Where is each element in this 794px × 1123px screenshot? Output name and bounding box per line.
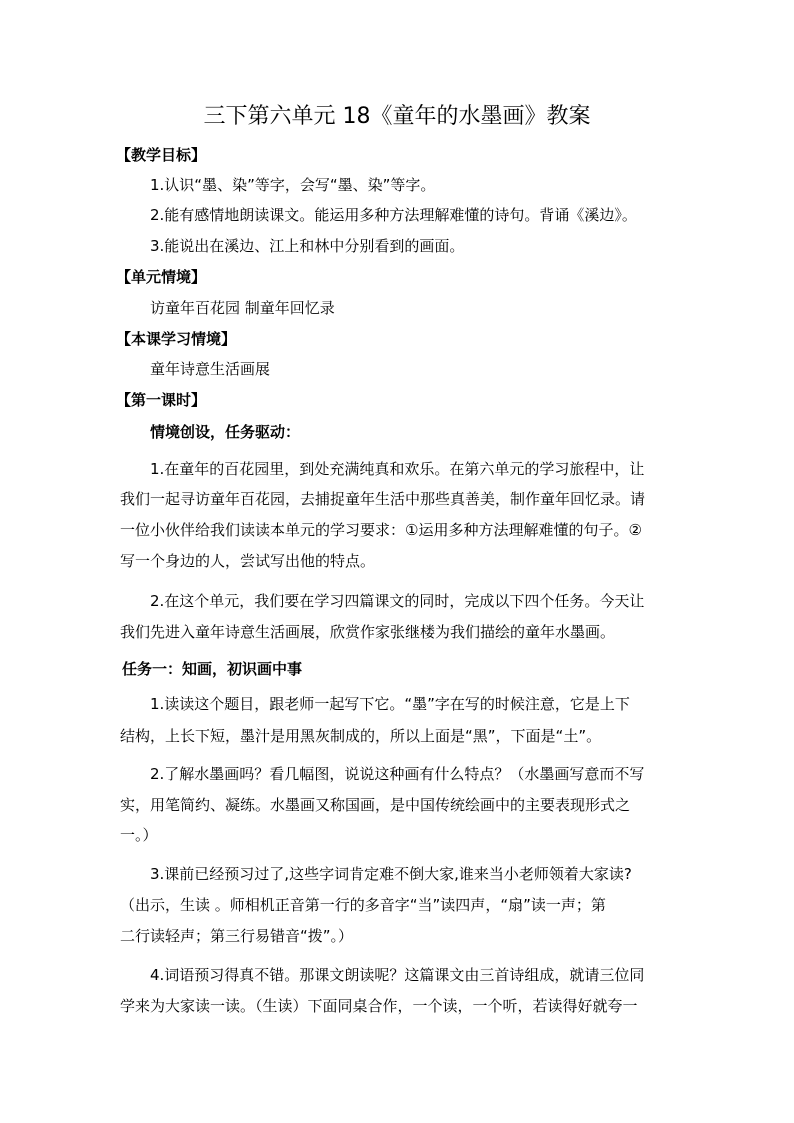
paragraph-line: 3.课前已经预习过了,这些字词肯定难不倒大家,谁来当小老师领着大家读?: [150, 865, 632, 883]
goal-item: 1.认识“墨、染”等字，会写“墨、染”等字。: [150, 176, 436, 194]
paragraph-line: 写一个身边的人，尝试写出他的特点。: [120, 552, 376, 570]
paragraph-line: 1.读读这个题目，跟老师一起写下它。“墨”字在写的时候注意，它是上下: [150, 695, 630, 713]
goal-item: 3.能说出在溪边、江上和林中分别看到的画面。: [150, 237, 465, 255]
paragraph-line: 我们一起寻访童年百花园，去捕捉童年生活中那些真善美，制作童年回忆录。请: [120, 490, 646, 508]
unit-context-header: 【单元情境】: [116, 268, 207, 286]
lesson-context-text: 童年诗意生活画展: [150, 360, 271, 378]
task1-heading: 任务一：知画，初识画中事: [122, 660, 303, 678]
paragraph-line: 1.在童年的百花园里，到处充满纯真和欢乐。在第六单元的学习旅程中，让: [150, 460, 645, 478]
paragraph-line: 2.了解水墨画吗？看几幅图，说说这种画有什么特点？（水墨画写意而不写: [150, 765, 645, 783]
page-title: 三下第六单元 18《童年的水墨画》教案: [203, 104, 591, 129]
goal-item: 2.能有感情地朗读课文。能运用多种方法理解难懂的诗句。背诵《溪边》。: [150, 206, 637, 224]
paragraph-line: 2.在这个单元，我们要在学习四篇课文的同时，完成以下四个任务。今天让: [150, 592, 645, 610]
first-lesson-header: 【第一课时】: [116, 391, 207, 409]
goals-header: 【教学目标】: [116, 146, 207, 164]
paragraph-line: 4.词语预习得真不错。那课文朗读呢？这篇课文由三首诗组成，就请三位同: [150, 966, 645, 984]
paragraph-line: 实，用笔简约、凝练。水墨画又称国画，是中国传统绘画中的主要表现形式之: [120, 796, 631, 814]
paragraph-line: 二行读轻声；第三行易错音“拨”。）: [120, 927, 354, 945]
paragraph-line: 一位小伙伴给我们读读本单元的学习要求：①运用多种方法理解难懂的句子。②: [120, 521, 642, 539]
paragraph-line: 学来为大家读一读。（生读）下面同桌合作，一个读，一个听，若读得好就夸一: [120, 997, 638, 1015]
unit-context-text: 访童年百花园 制童年回忆录: [150, 299, 335, 317]
lesson-context-header: 【本课学习情境】: [116, 330, 237, 348]
intro-heading: 情境创设，任务驱动：: [150, 423, 301, 441]
paragraph-line: （出示，生读 。师相机正音第一行的多音字“当”读四声，“扇”读一声；第: [120, 896, 606, 914]
paragraph-line: 我们先进入童年诗意生活画展，欣赏作家张继楼为我们描绘的童年水墨画。: [120, 623, 616, 641]
paragraph-line: 一。）: [120, 826, 158, 844]
paragraph-line: 结构，上长下短，墨汁是用黑灰制成的，所以上面是“黑”，下面是“土”。: [120, 727, 602, 745]
